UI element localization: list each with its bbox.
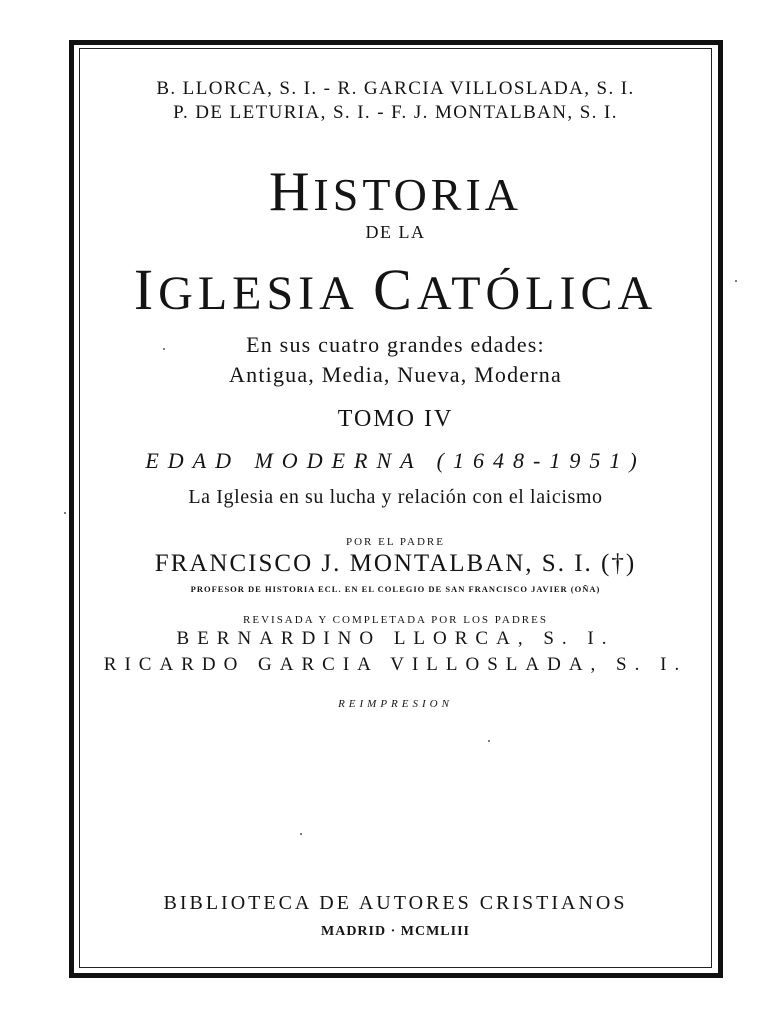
author-name: FRANCISCO J. MONTALBAN, S. I. (†)	[154, 550, 637, 577]
author-affiliation: PROFESOR DE HISTORIA ECL. EN EL COLEGIO DE SAN FRANCISCO JAVIER (OÑA)	[190, 584, 601, 594]
subtitle-line-1: En sus cuatro grandes edades:	[246, 332, 545, 357]
title-de-la: DE LA	[365, 222, 426, 242]
subtitle-line-2: Antigua, Media, Nueva, Moderna	[229, 362, 562, 387]
title-iglesia-initial: I	[133, 257, 159, 322]
volume-number: TOMO IV	[337, 406, 454, 432]
reviser-2: RICARDO GARCIA VILLOSLADA, S. I.	[103, 654, 688, 675]
title-historia-initial: H	[268, 161, 314, 223]
title-historia-rest: ISTORIA	[313, 169, 523, 220]
volume-period: EDAD MODERNA (1648-1951)	[145, 448, 646, 473]
edition-note: REIMPRESION	[338, 698, 453, 710]
scan-speck	[163, 348, 165, 350]
scan-speck	[300, 833, 302, 835]
scan-speck	[735, 280, 737, 282]
title-iglesia-rest: GLESIA	[158, 267, 374, 320]
title-catolica-initial: C	[373, 257, 417, 322]
title-historia	[79, 160, 712, 224]
scan-speck	[64, 512, 66, 514]
author-intro: POR EL PADRE	[346, 536, 445, 548]
publisher-name: BIBLIOTECA DE AUTORES CRISTIANOS	[163, 892, 628, 914]
authors-line-1: B. LLORCA, S. I. - R. GARCIA VILLOSLADA, S. I.	[156, 78, 635, 99]
volume-theme: La Iglesia en su lucha y relación con el laicismo	[188, 486, 603, 508]
authors-line-2: P. DE LETURIA, S. I. - F. J. MONTALBAN, S. I.	[173, 102, 618, 123]
revision-intro: REVISADA Y COMPLETADA POR LOS PADRES	[243, 614, 548, 626]
scan-speck	[488, 740, 490, 742]
title-catolica-rest: ATÓLICA	[416, 267, 658, 320]
reviser-1: BERNARDINO LLORCA, S. I.	[176, 628, 615, 649]
publisher-place-year: MADRID · MCMLIII	[321, 924, 470, 939]
title-iglesia-catolica	[79, 256, 712, 323]
